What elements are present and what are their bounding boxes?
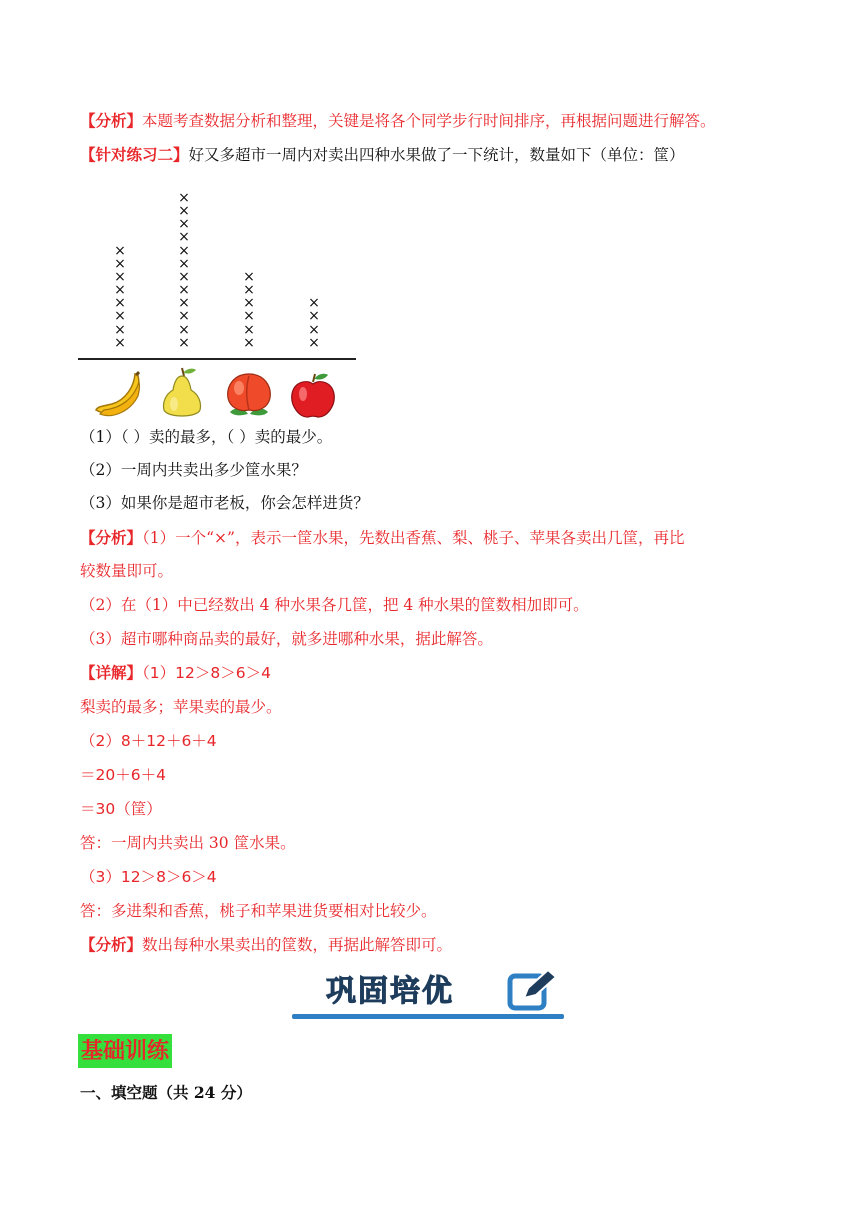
tally-mark: × — [178, 242, 190, 259]
tally-mark: × — [114, 255, 126, 272]
pear-icon — [160, 364, 204, 420]
tally-mark: × — [178, 334, 190, 351]
banner-title: 巩固培优 — [326, 974, 454, 1009]
tally-mark: × — [178, 189, 190, 206]
tally-mark: × — [243, 295, 255, 312]
tally-mark: × — [178, 229, 190, 246]
exercise-text: 好又多超市一周内对卖出四种水果做了一下统计，数量如下（单位：筐） — [188, 146, 685, 164]
analysis-line-2: 较数量即可。 — [80, 562, 174, 580]
tally-mark: × — [308, 321, 320, 338]
solution-line-8: 答：多进梨和香蕉，桃子和苹果进货要相对比较少。 — [80, 902, 437, 920]
tally-mark: × — [308, 334, 320, 351]
tally-mark: × — [178, 268, 190, 285]
tally-mark: × — [114, 308, 126, 325]
tally-mark: × — [243, 268, 255, 285]
tally-mark: × — [243, 308, 255, 325]
banner-underline — [292, 1014, 564, 1019]
section-subtitle: 一、填空题（共 24 分） — [80, 1083, 252, 1102]
tally-mark: × — [243, 334, 255, 351]
tally-mark: × — [114, 321, 126, 338]
solution-line-5: ＝30（筐） — [80, 800, 162, 818]
solution-line-2: 梨卖的最多；苹果卖的最少。 — [80, 698, 282, 716]
analysis-text: 本题考查数据分析和整理，关键是将各个同学步行时间排序，再根据问题进行解答。 — [142, 112, 716, 130]
pear-column — [174, 189, 194, 351]
analysis-text: （1）一个“×”，表示一筐水果，先数出香蕉、梨、桃子、苹果各卖出几筐，再比 — [142, 529, 685, 547]
consolidate-banner — [292, 964, 568, 1022]
peach-icon — [222, 368, 276, 420]
solution-line-1 — [80, 662, 271, 684]
solution-text: （1）12＞8＞6＞4 — [142, 664, 271, 682]
question-3: （3）如果你是超市老板，你会怎样进货？ — [80, 494, 369, 512]
exercise-tag: 【针对练习二】 — [80, 145, 189, 164]
tally-mark: × — [114, 334, 126, 351]
question-1: （1）（ ）卖的最多，（ ）卖的最少。 — [80, 428, 333, 446]
analysis-line-3: （2）在（1）中已经数出 4 种水果各几筐，把 4 种水果的筐数相加即可。 — [80, 596, 589, 614]
solution-tag: 【详解】 — [80, 663, 143, 682]
pictograph — [78, 172, 358, 422]
tally-mark: × — [243, 282, 255, 299]
banana-column — [110, 242, 130, 351]
apple-column — [304, 297, 324, 350]
edit-icon — [506, 968, 560, 1012]
analysis-text: 数出每种水果卖出的筐数，再据此解答即可。 — [142, 936, 453, 954]
tally-mark: × — [178, 216, 190, 233]
analysis-line-4: （3）超市哪种商品卖的最好，就多进哪种水果，据此解答。 — [80, 630, 493, 648]
tally-mark: × — [308, 308, 320, 325]
tally-mark: × — [308, 295, 320, 312]
tally-mark: × — [114, 295, 126, 312]
solution-line-6: 答：一周内共卖出 30 筐水果。 — [80, 834, 296, 852]
tally-mark: × — [114, 268, 126, 285]
tally-mark: × — [243, 321, 255, 338]
tally-mark: × — [178, 202, 190, 219]
tally-mark: × — [178, 321, 190, 338]
analysis-tag: 【分析】 — [80, 935, 143, 954]
apple-icon — [288, 370, 338, 420]
tally-mark: × — [178, 282, 190, 299]
section-title: 基础训练 — [78, 1034, 172, 1068]
banana-icon — [92, 370, 144, 420]
peach-column — [239, 268, 259, 351]
analysis-top — [80, 110, 716, 132]
solution-line-7: （3）12＞8＞6＞4 — [80, 868, 217, 886]
tally-mark: × — [178, 308, 190, 325]
analysis-end — [80, 934, 452, 956]
question-2: （2）一周内共卖出多少筐水果？ — [80, 461, 307, 479]
tally-mark: × — [178, 255, 190, 272]
exercise-heading — [80, 144, 685, 166]
analysis-tag: 【分析】 — [80, 528, 143, 547]
solution-line-3: （2）8＋12＋6＋4 — [80, 732, 217, 750]
analysis-line-1 — [80, 527, 684, 549]
analysis-tag: 【分析】 — [80, 111, 143, 130]
tally-mark: × — [114, 282, 126, 299]
baseline — [78, 358, 356, 360]
tally-mark: × — [178, 295, 190, 312]
tally-mark: × — [114, 242, 126, 259]
solution-line-4: ＝20＋6＋4 — [80, 766, 166, 784]
